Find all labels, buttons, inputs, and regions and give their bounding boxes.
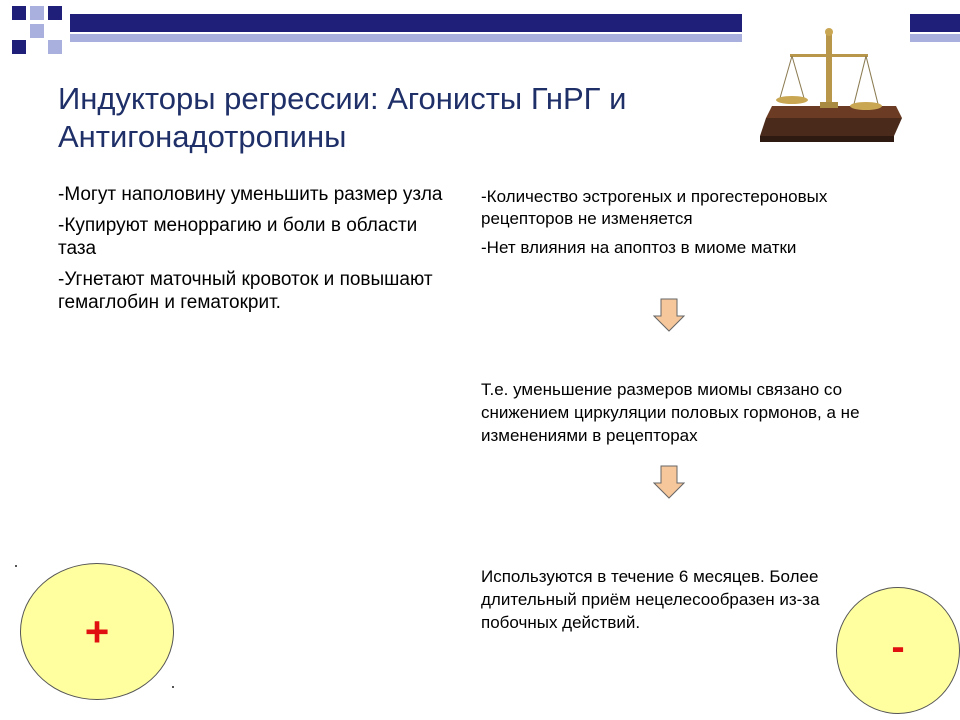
minus-circle	[836, 587, 960, 714]
receptor-facts	[481, 186, 881, 266]
corner-square-navy	[12, 40, 26, 54]
conclusion-text	[481, 378, 881, 454]
corner-square-lavender	[48, 40, 62, 54]
plus-sign: +	[84, 607, 110, 655]
receptor-fact-item: -Нет влияния на апоптоз в миоме матки	[481, 238, 797, 257]
minus-sign: -	[891, 625, 905, 669]
corner-square-lavender	[30, 6, 44, 20]
header-bar-lavender-right	[910, 34, 960, 42]
usage-note	[481, 565, 841, 641]
slide-title	[58, 80, 778, 156]
circle-handle-dot	[15, 565, 17, 567]
plus-circle	[20, 563, 174, 700]
advantages-list	[58, 183, 443, 322]
header-bar-lavender	[70, 34, 742, 42]
conclusion-paragraph: Т.е. уменьшение размеров миомы связано со снижением циркуляции половых гормонов, а не изменениями в рецепторах	[481, 380, 860, 445]
usage-paragraph: Используются в течение 6 месяцев. Более длительный приём нецелесообразен из-за побочных действий.	[481, 567, 820, 632]
header-bar-navy-right	[910, 14, 960, 32]
title-line-1: Индукторы регрессии: Агонисты ГнРГ и	[58, 81, 627, 116]
advantage-item: -Угнетают маточный кровоток и повышают гемаглобин и гематокрит.	[58, 269, 433, 313]
arrow-down-icon	[653, 298, 685, 332]
corner-square-navy	[48, 6, 62, 20]
advantage-item: -Могут наполовину уменьшить размер узла	[58, 184, 443, 205]
title-line-2: Антигонадотропины	[58, 119, 347, 154]
header-bar-navy	[70, 14, 742, 32]
receptor-fact-item: -Количество эстрогеных и прогестероновых рецепторов не изменяется	[481, 187, 828, 228]
circle-handle-dot	[172, 686, 174, 688]
advantage-item: -Купируют меноррагию и боли в области таза	[58, 215, 418, 259]
arrow-down-icon	[653, 465, 685, 499]
corner-square-lavender	[30, 24, 44, 38]
corner-square-navy	[12, 6, 26, 20]
